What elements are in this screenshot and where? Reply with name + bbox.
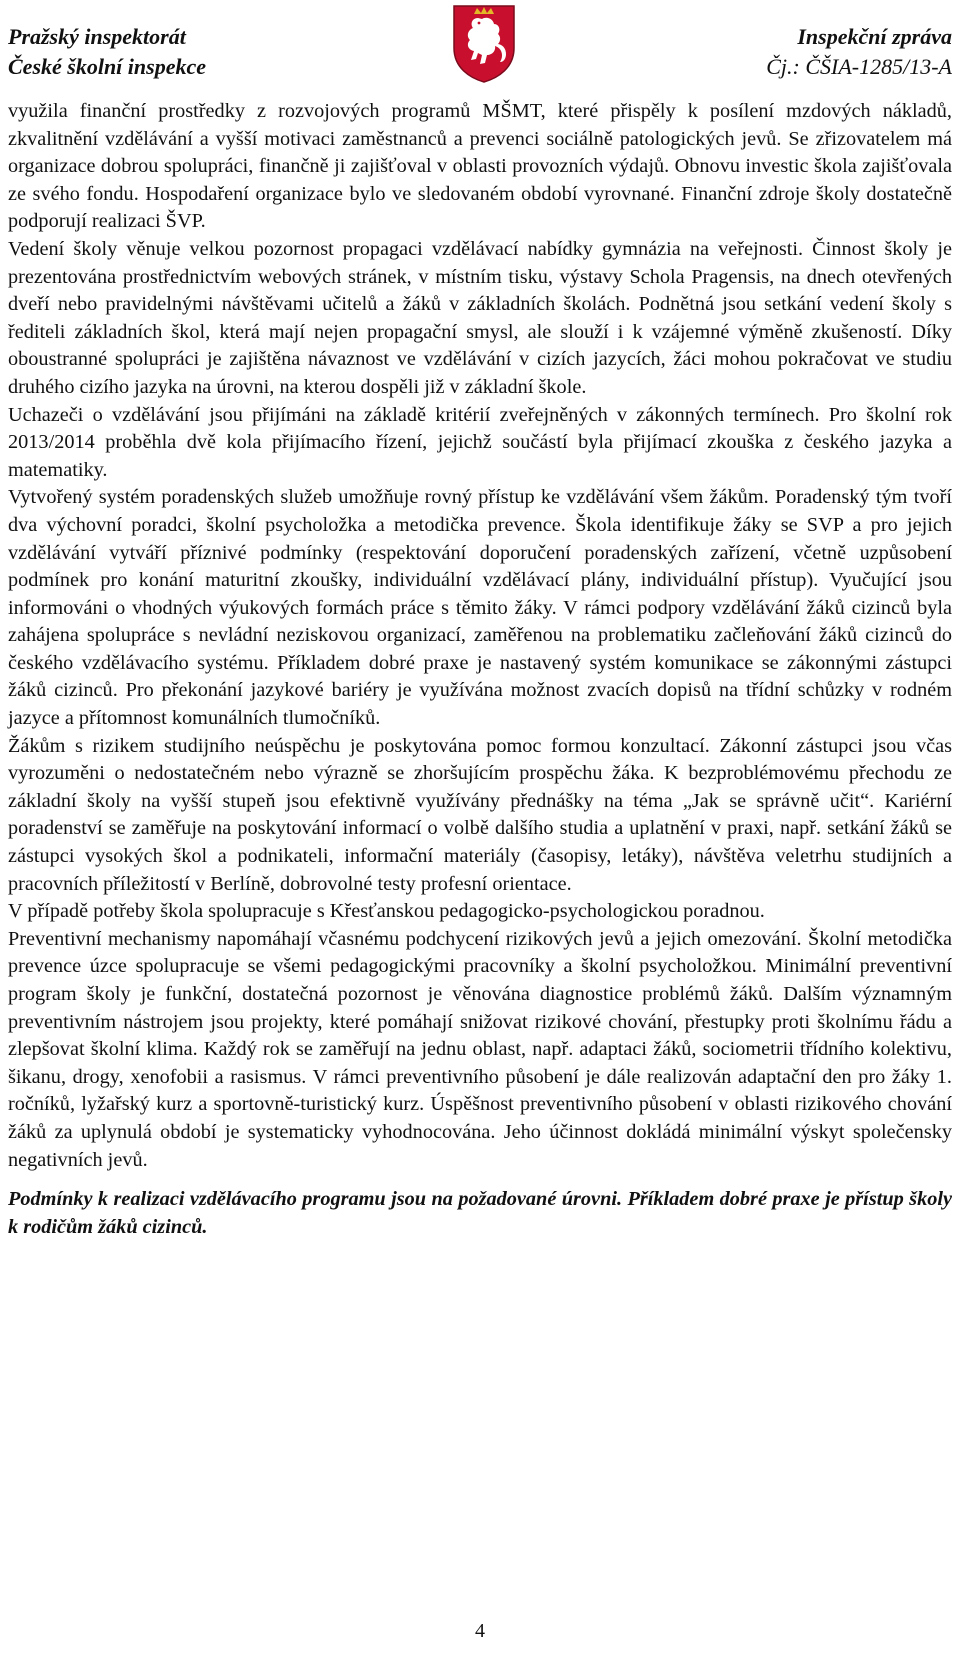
document-type: Inspekční zpráva: [797, 24, 952, 49]
reference-number: Čj.: ČŠIA-1285/13-A: [766, 54, 952, 79]
paragraph-ppp-cooperation: V případě potřeby škola spolupracuje s Křesťanskou pedagogicko-psychologickou poradnou.: [8, 900, 765, 923]
paragraph-promotion: Vedení školy věnuje velkou pozornost propagaci vzdělávací nabídky gymnázia na veřejnosti. Činnost školy je prezentována prostřednictvím webových stránek, v místním tisku, výstavy Schola Pragensis, na dnech otevřených dveří nebo pravidelnými návštěvami učitelů a žáků v základních školách. Podnětná jsou setkání vedení školy s řediteli základních škol, která mají nejen propagační smysl, ale slouží i k vzájemné výměně zkušeností. Díky oboustranné spolupráci je zajištěna návaznost ve vzdělávání v cizích jazycích, žáci mohou pokračovat ve studiu druhého cizího jazyka na úrovni, na kterou dospěli již v základní škole.: [8, 237, 952, 398]
paragraph-financing: využila finanční prostředky z rozvojových programů MŠMT, které přispěly k posílení mzdových nákladů, zkvalitnění vzdělávání a vyšší motivaci zaměstnanců a prevenci sociálně patologických jevů. Se zřizovatelem má organizace dobrou spolupráci, finančně ji zajišťoval v oblasti provozních výdajů. Obnovu investic škola zajišťovala ze svého fondu. Hospodaření organizace bylo ve sledovaném období vyrovnané. Finanční zdroje školy dostatečně podporují realizaci ŠVP.: [8, 100, 952, 233]
page-number: 4: [475, 1620, 485, 1642]
inspectorate-name: Pražský inspektorát: [8, 24, 186, 49]
header-right: [766, 22, 952, 82]
page-header: [8, 14, 952, 84]
paragraph-admissions: Uchazeči o vzdělávání jsou přijímáni na základě kritérií zveřejněných v zákonných termínech. Pro školní rok 2013/2014 proběhla dvě kola přijímacího řízení, jejichž součástí byla přijímací zkouška z českého jazyka a matematiky.: [8, 403, 952, 481]
czech-lion-coat-of-arms-icon: [452, 4, 516, 84]
paragraph-prevention: Preventivní mechanismy napomáhají včasnému podchycení rizikových jevů a jejich omezování. Školní metodička prevence úzce spolupracuje se všemi pedagogickými pracovníky a školní psycholožkou. Minimální preventivní program školy je funkční, dostatečná pozornost je věnována diagnostice problémů žáků. Dalším významným preventivním nástrojem jsou projekty, které pomáhají snižovat rizikové chování, přestupky proti školnímu řádu a zlepšovat školní klima. Každý rok se zaměřují na jednu oblast, např. adaptaci žáků, sociometrii třídního kolektivu, šikanu, drogy, xenofobii a rasismus. V rámci preventivního působení je dále realizován adaptační den pro žáky 1. ročníků, lyžařský kurz a sportovně-turistický kurz. Úspěšnost preventivního působení v oblasti rizikového chování žáků za uplynulá období je systematicky vyhodnocována. Jeho účinnost dokládá minimální výskyt společensky negativních jevů.: [8, 927, 952, 1171]
inspection-authority-name: České školní inspekce: [8, 54, 206, 79]
header-left: [8, 22, 206, 82]
paragraph-counselling: Vytvořený systém poradenských služeb umožňuje rovný přístup ke vzdělávání všem žákům. Poradenský tým tvoří dva výchovní poradci, školní psycholožka a metodička prevence. Škola identifikuje žáky se SVP a pro jejich vzdělávání vytváří příznivé podmínky (respektování doporučení poradenských zařízení, včetně uzpůsobení podmínek pro konání maturitní zkoušky, individuální vzdělávací plány, individuální přístup). Vyučující jsou informováni o vhodných výukových formách práce s těmito žáky. V rámci podpory vzdělávání žáků cizinců byla zahájena spolupráce s nevládní neziskovou organizací, zaměřenou na problematiku začleňování žáků cizinců do českého vzdělávacího systému. Příkladem dobré praxe je nastavený systém komunikace se zákonnými zástupci žáků cizinců. Pro překonání jazykové bariéry je využívána možnost zvacích dopisů na třídní schůzky v rodném jazyce a přítomnost komunálních tlumočníků.: [8, 486, 952, 730]
report-body: [8, 98, 952, 1241]
paragraph-study-support: Žákům s rizikem studijního neúspěchu je poskytována pomoc formou konzultací. Zákonní zástupci jsou včas vyrozuměni o nedostatečném nebo výrazně se zhoršujícím prospěchu žáka. K bezproblémovému přechodu ze základní školy na vyšší stupeň jsou efektivně využívány přednášky na téma „Jak se správně učit“. Kariérní poradenství se zaměřuje na poskytování informací o volbě dalšího studia a uplatnění v praxi, např. setkání žáků se zástupci vysokých škol a podnikateli, informační materiály (časopisy, letáky), návštěva veletrhu studijních a pracovních příležitostí v Berlíně, dobrovolné testy profesní orientace.: [8, 734, 952, 895]
conclusion-statement: Podmínky k realizaci vzdělávacího programu jsou na požadované úrovni. Příkladem dobré praxe je přístup školy k rodičům žáků cizinců.: [8, 1188, 952, 1238]
